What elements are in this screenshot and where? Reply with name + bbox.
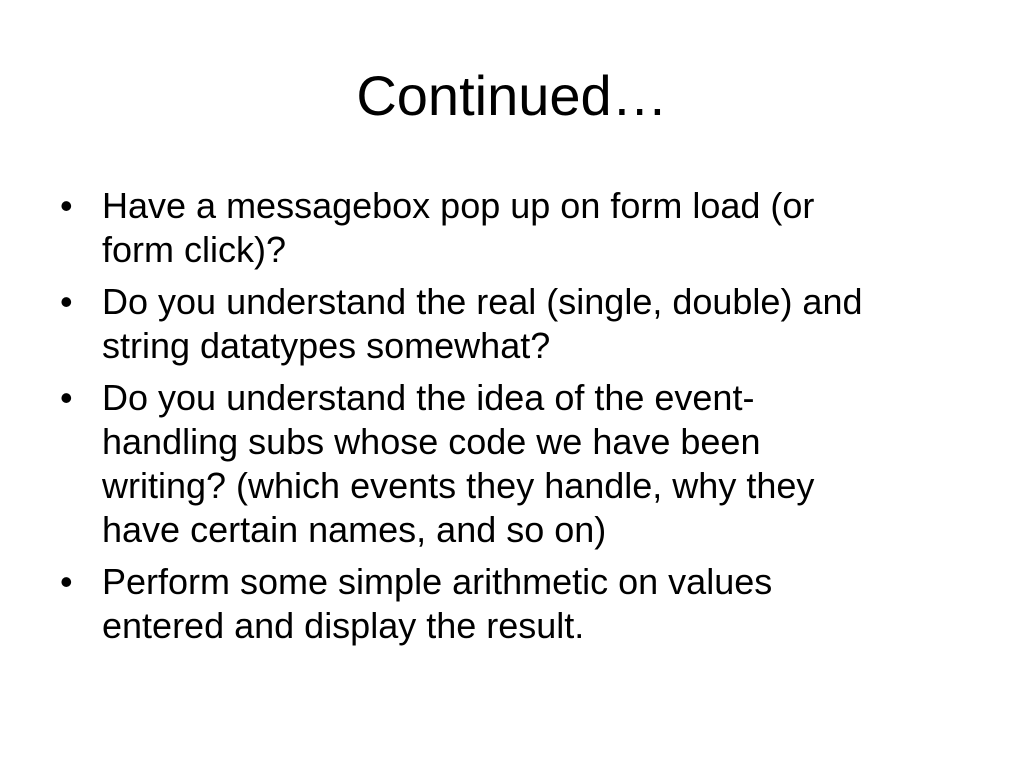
list-item: [58, 376, 958, 552]
slide-title: Continued…: [356, 64, 668, 127]
bullet-list: [58, 184, 958, 656]
bullet-text: Do you understand the real (single, double) and string datatypes somewhat?: [102, 281, 863, 366]
bullet-icon: •: [60, 281, 73, 322]
list-item: [58, 560, 958, 648]
bullet-icon: •: [60, 185, 73, 226]
bullet-text: Perform some simple arithmetic on values entered and display the result.: [102, 561, 773, 646]
bullet-icon: •: [60, 377, 73, 418]
list-item: [58, 184, 958, 272]
bullet-icon: •: [60, 561, 73, 602]
bullet-text: Do you understand the idea of the event- handling subs whose code we have been writing? (which events they handle, why they have certain names, and so on): [102, 377, 815, 550]
bullet-text: Have a messagebox pop up on form load (or form click)?: [102, 185, 815, 270]
list-item: [58, 280, 958, 368]
